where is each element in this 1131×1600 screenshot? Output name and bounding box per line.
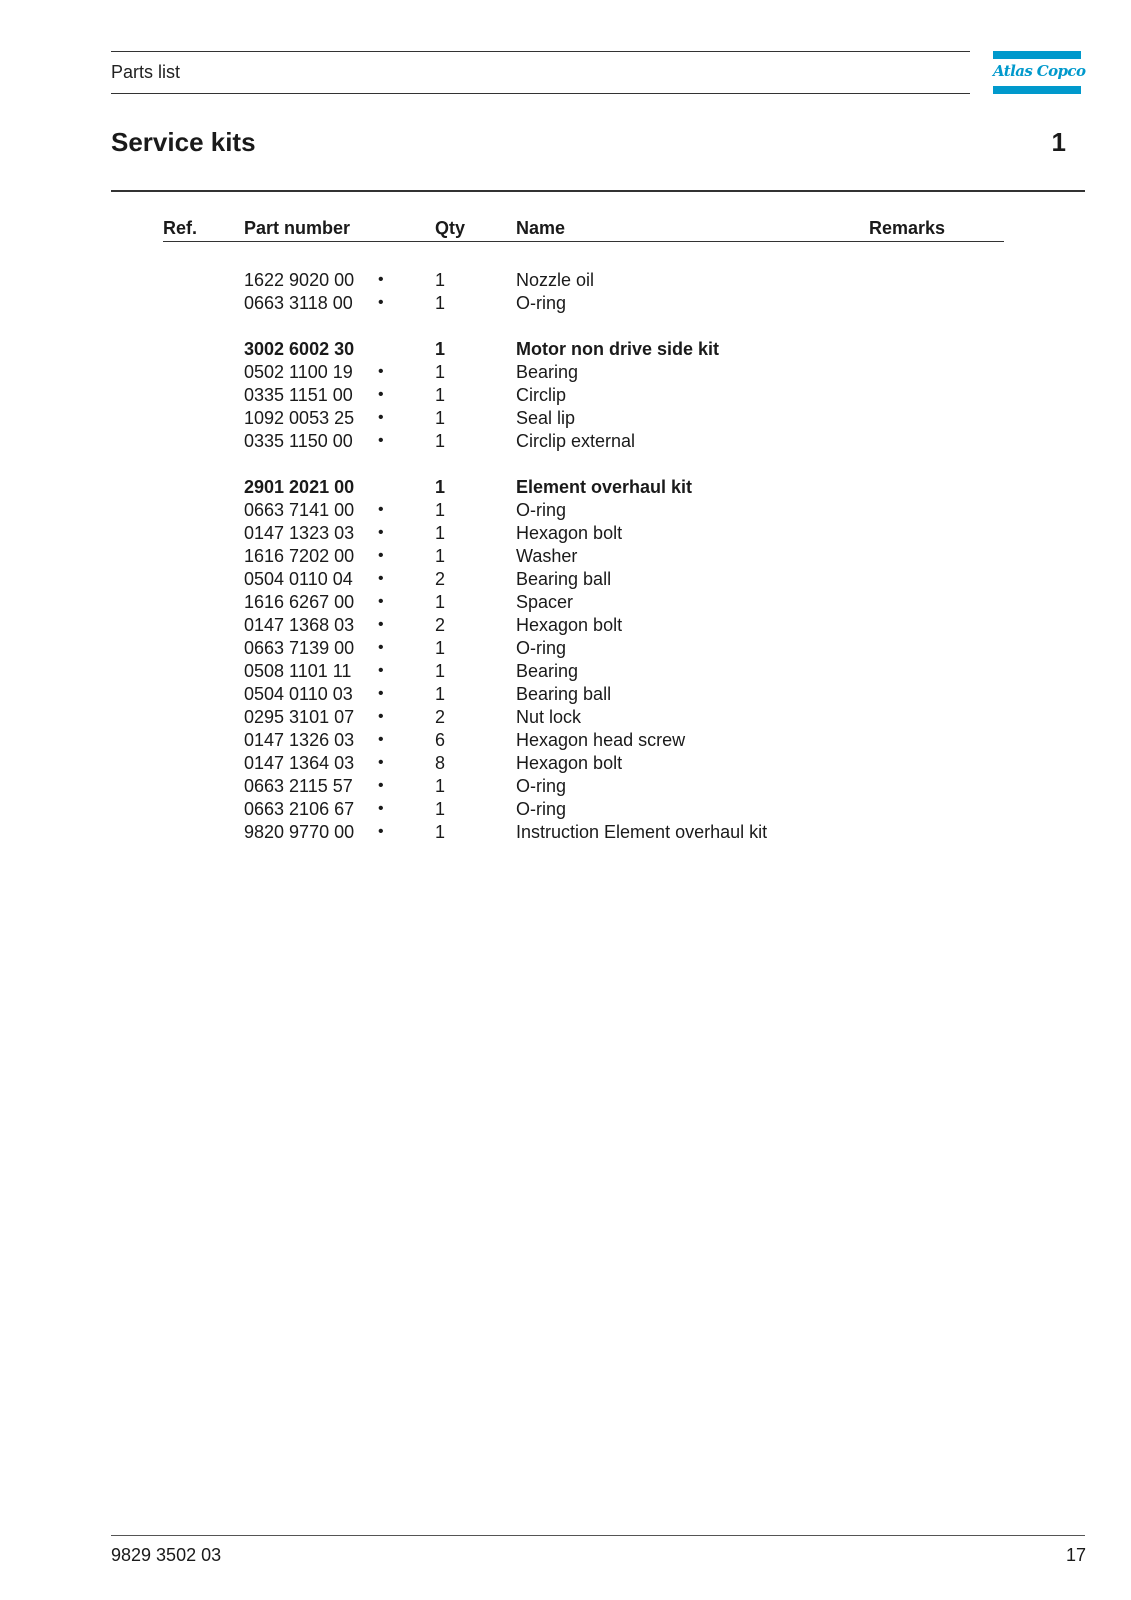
quantity: 1 xyxy=(435,799,446,819)
part-number: 0147 1323 03 xyxy=(244,523,355,543)
quantity: 1 xyxy=(435,822,446,842)
column-header-remarks: Remarks xyxy=(869,218,946,238)
quantity: 1 xyxy=(435,592,446,612)
part-number: 0504 0110 03 xyxy=(244,684,353,704)
quantity: 1 xyxy=(435,293,446,313)
part-number: 0147 1326 03 xyxy=(244,730,355,750)
logo-bottom-band xyxy=(993,86,1081,94)
part-row xyxy=(0,730,1131,753)
part-row xyxy=(0,408,1131,431)
quantity: 2 xyxy=(435,569,446,589)
bullet-marker: • xyxy=(378,731,384,748)
parts-list xyxy=(0,270,1131,845)
part-name: Hexagon bolt xyxy=(516,753,623,773)
part-number: 0663 2115 57 xyxy=(244,776,353,796)
section-rule xyxy=(111,190,1085,192)
part-name: Seal lip xyxy=(516,408,576,428)
quantity: 2 xyxy=(435,615,446,635)
bullet-marker: • xyxy=(378,662,384,679)
part-number: 0335 1151 00 xyxy=(244,385,353,405)
part-name: O-ring xyxy=(516,500,567,520)
part-row xyxy=(0,500,1131,523)
part-name: Spacer xyxy=(516,592,574,612)
header-label: Parts list xyxy=(111,62,181,82)
bullet-marker: • xyxy=(378,777,384,794)
footer-doc-number: 9829 3502 03 xyxy=(111,1545,222,1565)
part-row xyxy=(0,638,1131,661)
part-row xyxy=(0,362,1131,385)
quantity: 6 xyxy=(435,730,446,750)
part-row xyxy=(0,822,1131,845)
part-number: 0295 3101 07 xyxy=(244,707,355,727)
kit-header-row xyxy=(0,477,1131,500)
quantity: 1 xyxy=(435,684,446,704)
bullet-marker: • xyxy=(378,409,384,426)
bullet-marker: • xyxy=(378,294,384,311)
quantity: 1 xyxy=(435,270,446,290)
part-row xyxy=(0,385,1131,408)
section-title: Service kits xyxy=(111,127,256,157)
part-name: Nozzle oil xyxy=(516,270,595,290)
part-name: Hexagon bolt xyxy=(516,615,623,635)
part-name: Hexagon head screw xyxy=(516,730,686,750)
column-header-part-number: Part number xyxy=(244,218,351,238)
quantity: 1 xyxy=(435,776,446,796)
quantity: 1 xyxy=(435,408,446,428)
bullet-marker: • xyxy=(378,547,384,564)
bullet-marker: • xyxy=(378,432,384,449)
bullet-marker: • xyxy=(378,524,384,541)
logo-wordmark: Atlas Copco xyxy=(993,62,1086,80)
part-number: 0147 1364 03 xyxy=(244,753,355,773)
part-name: O-ring xyxy=(516,776,567,796)
quantity: 2 xyxy=(435,707,446,727)
part-number: 1092 0053 25 xyxy=(244,408,355,428)
part-number: 0504 0110 04 xyxy=(244,569,353,589)
part-row xyxy=(0,592,1131,615)
column-header-name: Name xyxy=(516,218,566,238)
part-row xyxy=(0,569,1131,592)
part-name: Bearing xyxy=(516,362,579,382)
part-name: Washer xyxy=(516,546,578,566)
column-header-rule xyxy=(163,241,1004,242)
part-name: Bearing ball xyxy=(516,684,612,704)
part-name: Bearing ball xyxy=(516,569,612,589)
column-header-qty: Qty xyxy=(435,218,466,238)
part-name: O-ring xyxy=(516,293,567,313)
part-number: 0663 7139 00 xyxy=(244,638,355,658)
part-name: Bearing xyxy=(516,661,579,681)
part-number: 0147 1368 03 xyxy=(244,615,355,635)
part-number: 0663 3118 00 xyxy=(244,293,353,313)
quantity: 1 xyxy=(435,546,446,566)
part-number: 0663 2106 67 xyxy=(244,799,355,819)
part-number: 1616 7202 00 xyxy=(244,546,355,566)
bullet-marker: • xyxy=(378,271,384,288)
part-name: Motor non drive side kit xyxy=(516,339,720,359)
kit-header-row xyxy=(0,339,1131,362)
header-bottom-rule xyxy=(111,93,970,94)
part-row xyxy=(0,684,1131,707)
part-row xyxy=(0,270,1131,293)
header-top-rule xyxy=(111,51,970,52)
bullet-marker: • xyxy=(378,363,384,380)
atlas-copco-logo xyxy=(993,51,1086,94)
part-row xyxy=(0,431,1131,454)
part-row xyxy=(0,661,1131,684)
footer-rule xyxy=(111,1535,1085,1536)
part-name: Nut lock xyxy=(516,707,582,727)
bullet-marker: • xyxy=(378,570,384,587)
bullet-marker: • xyxy=(378,501,384,518)
quantity: 1 xyxy=(435,385,446,405)
part-row xyxy=(0,799,1131,822)
part-row xyxy=(0,523,1131,546)
part-row xyxy=(0,707,1131,730)
part-number: 0663 7141 00 xyxy=(244,500,355,520)
part-number: 0508 1101 11 xyxy=(244,661,352,681)
part-name: O-ring xyxy=(516,638,567,658)
section-number: 1 xyxy=(1051,127,1066,157)
part-number: 2901 2021 00 xyxy=(244,477,355,497)
part-name: Element overhaul kit xyxy=(516,477,693,497)
bullet-marker: • xyxy=(378,616,384,633)
quantity: 8 xyxy=(435,753,446,773)
quantity: 1 xyxy=(435,638,446,658)
part-name: Hexagon bolt xyxy=(516,523,623,543)
part-number: 3002 6002 30 xyxy=(244,339,355,359)
quantity: 1 xyxy=(435,500,446,520)
column-headers xyxy=(0,218,1131,242)
part-number: 0335 1150 00 xyxy=(244,431,353,451)
bullet-marker: • xyxy=(378,639,384,656)
bullet-marker: • xyxy=(378,593,384,610)
bullet-marker: • xyxy=(378,708,384,725)
quantity: 1 xyxy=(435,523,446,543)
bullet-marker: • xyxy=(378,386,384,403)
bullet-marker: • xyxy=(378,823,384,840)
part-name: Instruction Element overhaul kit xyxy=(516,822,768,842)
quantity: 1 xyxy=(435,477,446,497)
part-name: Circlip external xyxy=(516,431,636,451)
part-row xyxy=(0,615,1131,638)
part-name: Circlip xyxy=(516,385,567,405)
part-name: O-ring xyxy=(516,799,567,819)
part-number: 1622 9020 00 xyxy=(244,270,355,290)
quantity: 1 xyxy=(435,362,446,382)
part-number: 1616 6267 00 xyxy=(244,592,355,612)
bullet-marker: • xyxy=(378,800,384,817)
part-number: 9820 9770 00 xyxy=(244,822,355,842)
quantity: 1 xyxy=(435,339,446,359)
part-row xyxy=(0,776,1131,799)
part-number: 0502 1100 19 xyxy=(244,362,353,382)
part-row xyxy=(0,753,1131,776)
part-row xyxy=(0,293,1131,316)
bullet-marker: • xyxy=(378,754,384,771)
logo-top-band xyxy=(993,51,1081,59)
footer-page-number: 17 xyxy=(1065,1545,1086,1565)
quantity: 1 xyxy=(435,661,446,681)
part-row xyxy=(0,546,1131,569)
quantity: 1 xyxy=(435,431,446,451)
bullet-marker: • xyxy=(378,685,384,702)
column-header-ref: Ref. xyxy=(163,218,198,238)
